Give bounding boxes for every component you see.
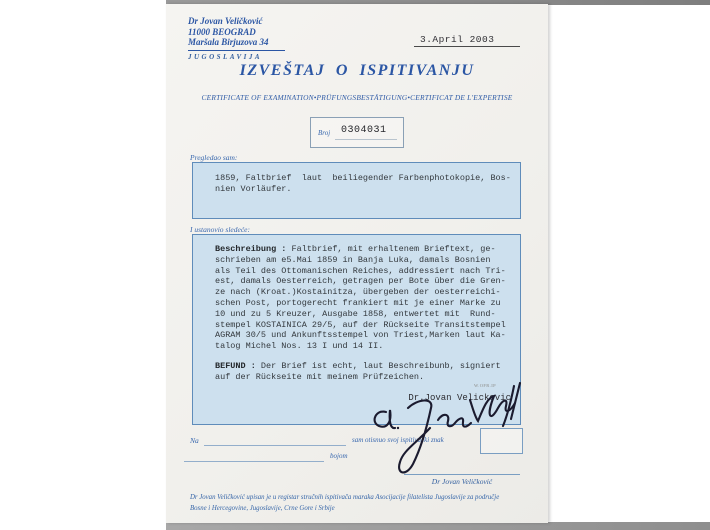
signature-stroke-middle bbox=[438, 415, 471, 427]
scan-shadow-bottom bbox=[166, 522, 710, 530]
examined-text bbox=[215, 173, 511, 195]
examined-box bbox=[192, 162, 521, 219]
typed-line: 1859, Faltbrief laut beiliegender Farbenphotokopie, Bos- bbox=[215, 173, 511, 183]
typed-line: schen Post, portogerecht frankiert mit je einer Marke zu bbox=[215, 297, 501, 308]
letterhead-postal: 11000 BEOGRAD bbox=[188, 26, 256, 37]
letterhead bbox=[188, 16, 269, 48]
typed-line: 10 und zu 5 Kreuzer, Ausgabe 1858, entwertet mit Rund- bbox=[215, 308, 496, 319]
footer-line1: Dr Jovan Veličković upisan je u registar stručnih ispitivača maraka Asocijacije filatelista Jugoslavije za područje bbox=[190, 494, 500, 501]
date-value: 3.April 2003 bbox=[420, 34, 495, 45]
number-underline bbox=[335, 139, 397, 140]
typed-line bbox=[215, 361, 506, 372]
typed-line: auf der Rückseite mit meinem Prüfzeichen. bbox=[215, 371, 425, 382]
number-box bbox=[310, 117, 404, 148]
document-title: IZVEŠTAJ O ISPITIVANJU bbox=[239, 62, 475, 79]
bojom-blank-line bbox=[184, 461, 324, 462]
number-label: Broj bbox=[318, 129, 331, 137]
typed-line: nien Vorläufer. bbox=[215, 183, 292, 194]
na-label: Na bbox=[190, 436, 199, 445]
examined-label: Pregledao sam: bbox=[190, 153, 238, 162]
paragraph-gap bbox=[215, 352, 506, 361]
date-field bbox=[414, 34, 520, 50]
document-subtitle: CERTIFICATE OF EXAMINATION•PRÜFUNGSBESTÄTIGUNG•CERTIFICAT DE L'EXPERTISE bbox=[201, 93, 513, 102]
bojom-label: bojom bbox=[330, 452, 348, 460]
na-blank-line bbox=[204, 445, 346, 446]
typed-line: AGRAM 30/5 und Ankunftsstempel von Triest,Marken laut Ka- bbox=[215, 330, 506, 341]
handwritten-signature bbox=[362, 378, 526, 474]
letterhead-name: Dr Jovan Veličković bbox=[188, 16, 263, 26]
signature-printed-name: Dr Jovan Veličković bbox=[431, 477, 493, 486]
date-rule bbox=[414, 46, 520, 47]
typed-line: talog Michel Nos. 13 I und 14 II. bbox=[215, 341, 384, 352]
findings-label: I ustanovio sledeće: bbox=[190, 225, 250, 234]
footer bbox=[190, 493, 526, 514]
signature-rule bbox=[404, 474, 520, 475]
letterhead-country: JUGOSLAVIJA bbox=[188, 53, 263, 61]
typed-line: ze nach (Kroat.)Kostainitza, übergeben der oesterreichi- bbox=[215, 287, 501, 298]
signature-stroke-j bbox=[399, 400, 431, 472]
findings-text bbox=[215, 244, 506, 383]
footer-line2: Bosne i Hercegovine, Jugoslavije, Crne Gore i Srbije bbox=[190, 504, 335, 512]
description-lead: Beschreibung : bbox=[215, 244, 287, 254]
certificate-paper bbox=[166, 4, 548, 523]
typed-expert-name: Dr.Jovan Velickovic bbox=[408, 393, 511, 403]
befund-rest: Der Brief ist echt, laut Beschreibunb, signiert bbox=[255, 360, 501, 371]
signature-stroke-slash bbox=[511, 383, 520, 419]
signature-stroke-d bbox=[375, 410, 395, 428]
typed-line: schrieben am e5.Mai 1859 in Banja Luka, damals Bosnien bbox=[215, 254, 491, 265]
letterhead-street: Maršala Birjuzova 34 bbox=[188, 37, 269, 47]
description-rest: Faltbrief, mit erhaltenem Brieftext, ge- bbox=[286, 244, 496, 254]
znak-text: sam otisnuo svoj ispitivački znak bbox=[352, 436, 444, 444]
typed-line: als Teil des Ottomanischen Reiches, addressiert nach Tri- bbox=[215, 265, 506, 276]
typed-line bbox=[215, 244, 506, 255]
bojom-row bbox=[184, 452, 384, 464]
signature-dot bbox=[397, 427, 399, 429]
letterhead-rule bbox=[188, 50, 285, 51]
typed-line: est, damals Oesterreich, getragen per Bote über die Gren- bbox=[215, 276, 506, 287]
befund-lead: BEFUND : bbox=[215, 360, 256, 371]
typed-line: stempel KOSTAINICA 29/5, auf der Rückseite Transitstempel bbox=[215, 319, 506, 330]
faint-stamp-mark: W.OFR.IP bbox=[473, 383, 496, 388]
number-value: 0304031 bbox=[341, 125, 387, 136]
